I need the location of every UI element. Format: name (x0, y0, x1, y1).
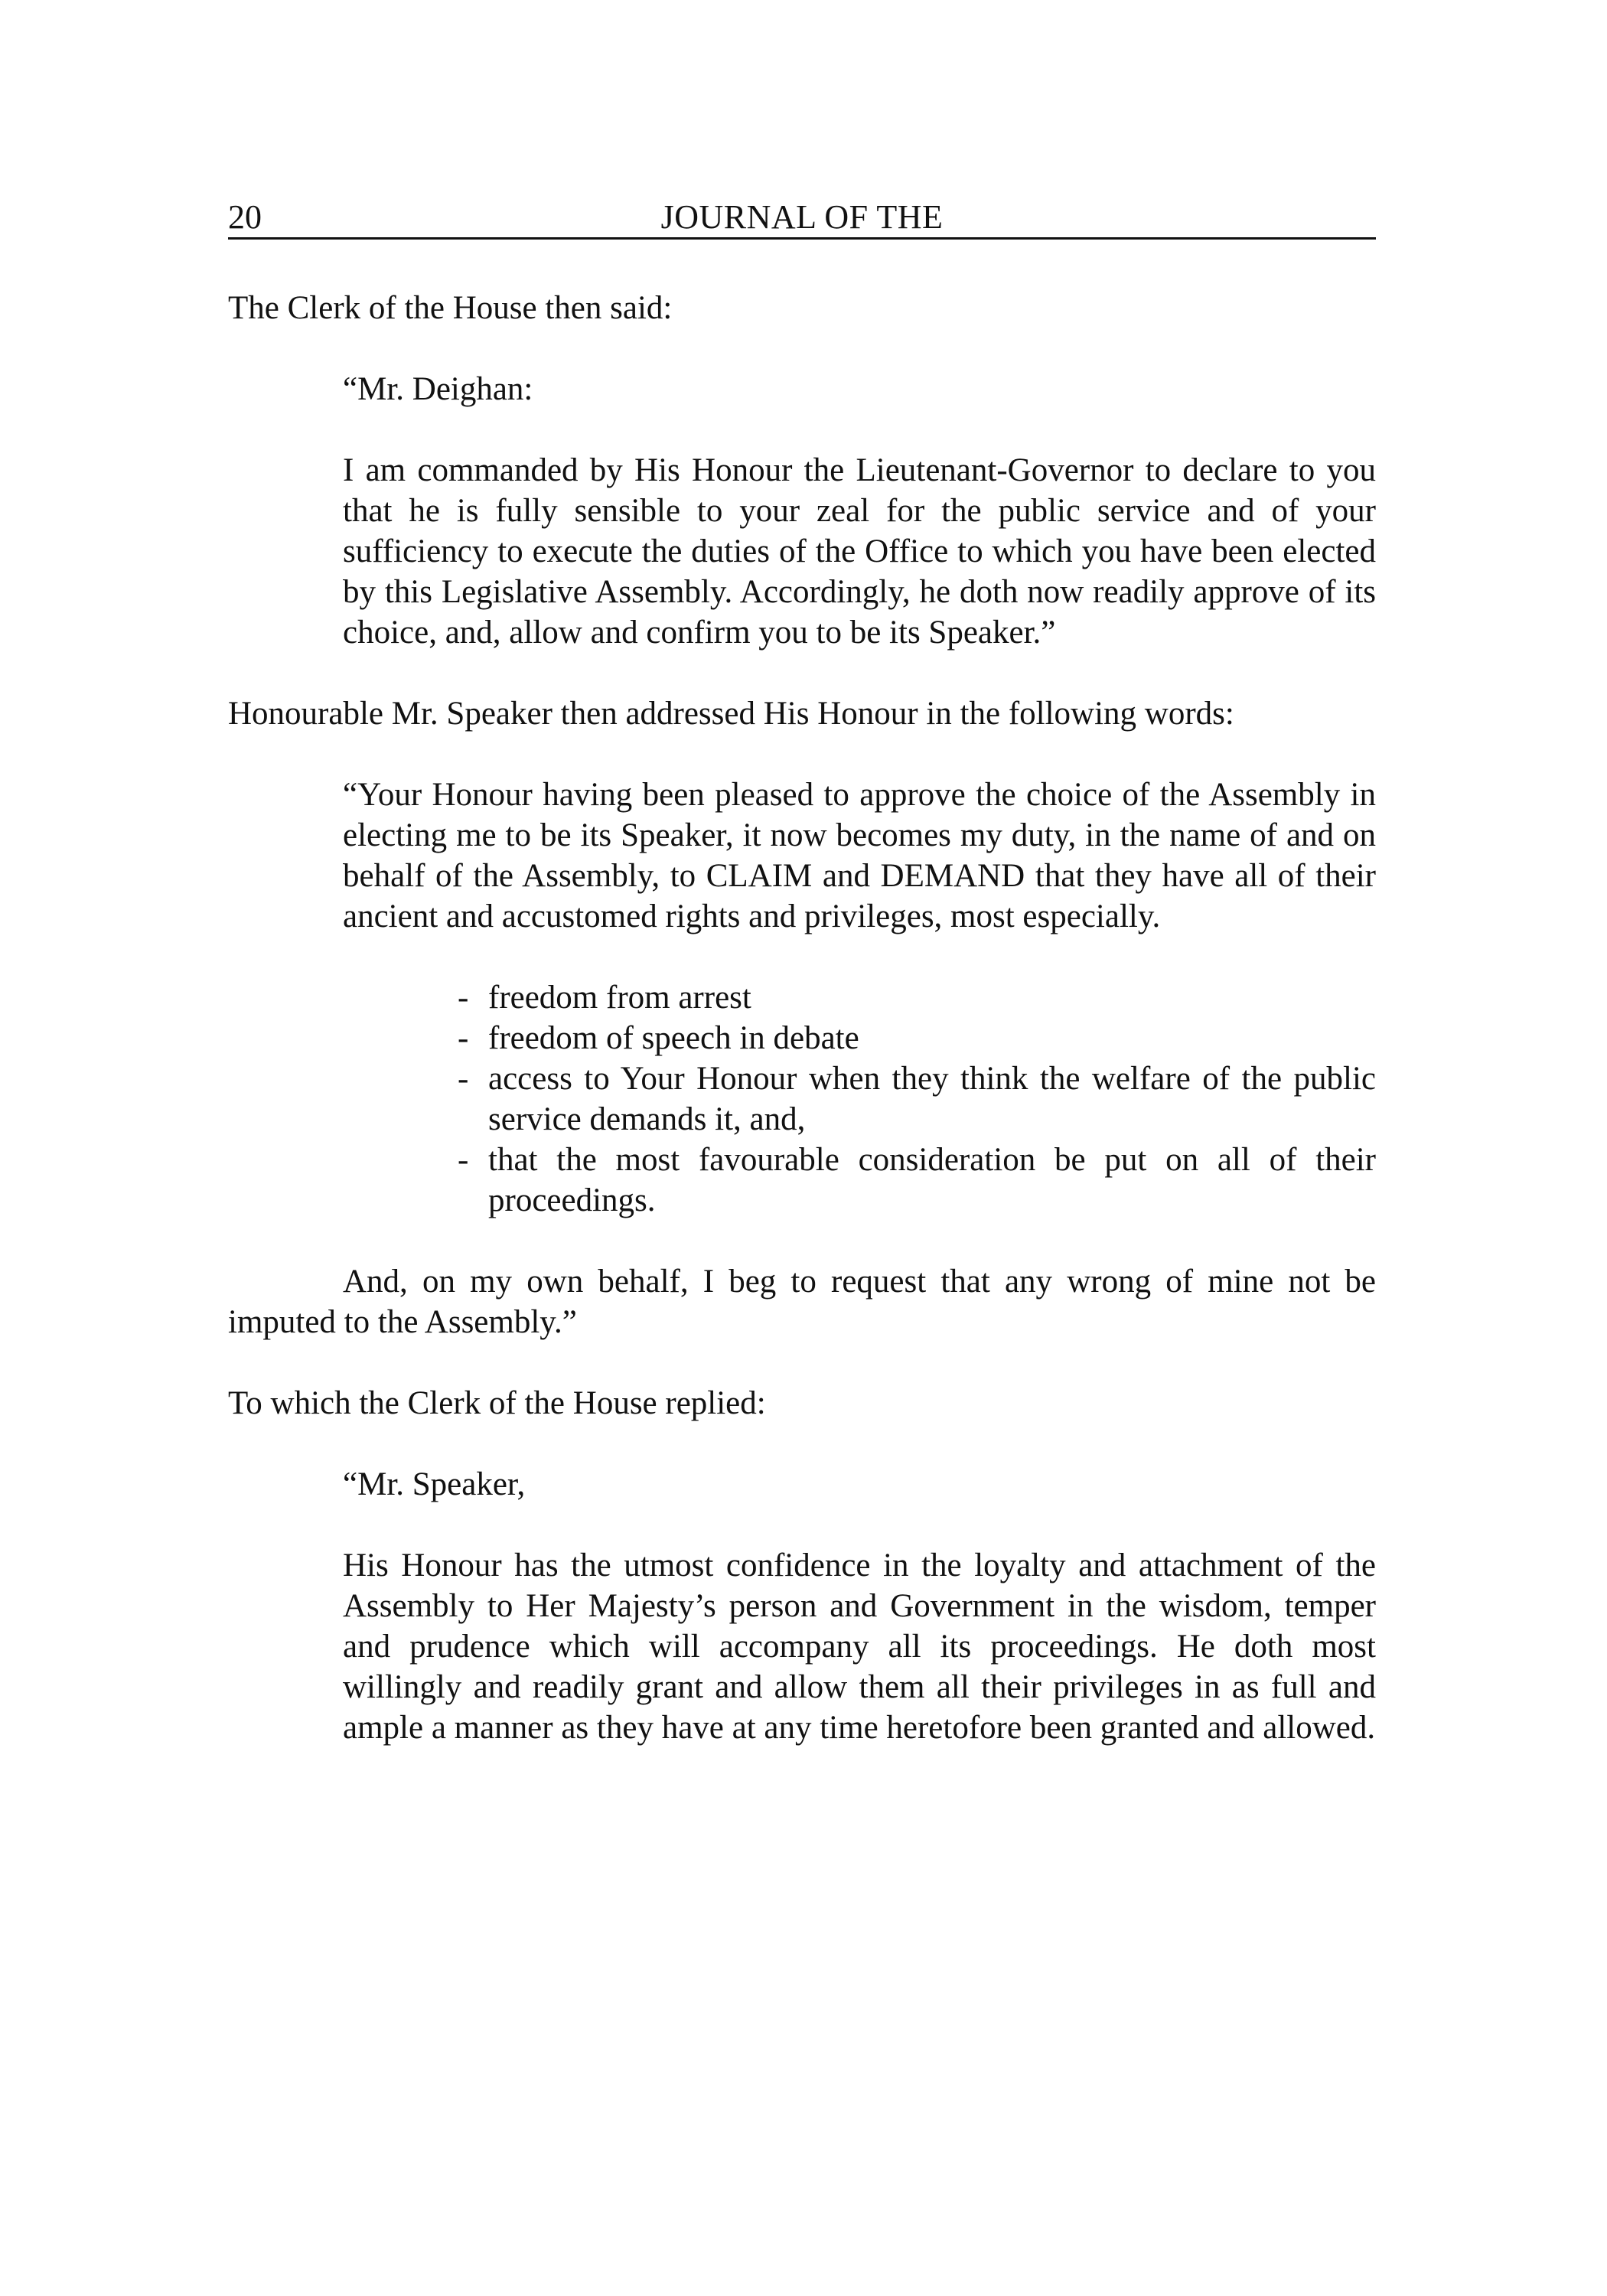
clerk-intro: The Clerk of the House then said: (228, 290, 673, 326)
governor-declaration: I am commanded by His Honour the Lieutenant-Governor to declare to you that he is fully sensible to your zeal for the public service and of your sufficiency to execute the duties of the Office to which you have been elected by this Legislative Assembly. Accordingly, he doth now readily approve of its choice, and, allow and confirm you to be its Speaker.” (343, 452, 1376, 651)
list-item (458, 1058, 1376, 1140)
journal-body (228, 288, 1376, 1748)
list-item (458, 1140, 1376, 1221)
privilege-text: freedom of speech in debate (488, 1020, 859, 1056)
list-dash: - (458, 1142, 469, 1178)
page-number: 20 (228, 198, 262, 236)
list-dash: - (458, 1061, 469, 1097)
salutation-deighan: “Mr. Deighan: (343, 371, 533, 407)
list-dash: - (458, 980, 469, 1016)
speaker-claim: “Your Honour having been pleased to approve the choice of the Assembly in electing me to be its Speaker, it now becomes my duty, in the name of and on behalf of the Assembly, to CLAIM and DEMAND that they have all of their ancient and accustomed rights and privileges, most especially. (343, 777, 1376, 934)
speaker-request: And, on my own behalf, I beg to request that any wrong of mine not be imputed to the Assembly.” (228, 1264, 1376, 1340)
list-item (458, 1018, 1376, 1058)
honour-reply: His Honour has the utmost confidence in the loyalty and attachment of the Assembly to Her Majesty’s person and Government in the wisdom, temper and prudence which will accompany all its proceedings. He doth most willingly and readily grant and allow them all their privileges in as full and ample a manner as they have at any time heretofore been granted and allowed. (343, 1548, 1376, 1746)
running-head: JOURNAL OF THE (660, 198, 944, 236)
clerk-reply-intro: To which the Clerk of the House replied: (228, 1385, 766, 1421)
privilege-text: freedom from arrest (488, 980, 751, 1016)
salutation-speaker: “Mr. Speaker, (343, 1466, 526, 1502)
privilege-text: access to Your Honour when they think the welfare of the public service demands it, and, (488, 1061, 1376, 1137)
speaker-address-intro: Honourable Mr. Speaker then addressed His Honour in the following words: (228, 696, 1234, 732)
privilege-text: that the most favourable consideration be put on all of their proceedings. (488, 1142, 1376, 1218)
privileges-list (458, 977, 1376, 1221)
page-header (228, 197, 1376, 240)
list-item (458, 977, 1376, 1018)
list-dash: - (458, 1020, 469, 1056)
